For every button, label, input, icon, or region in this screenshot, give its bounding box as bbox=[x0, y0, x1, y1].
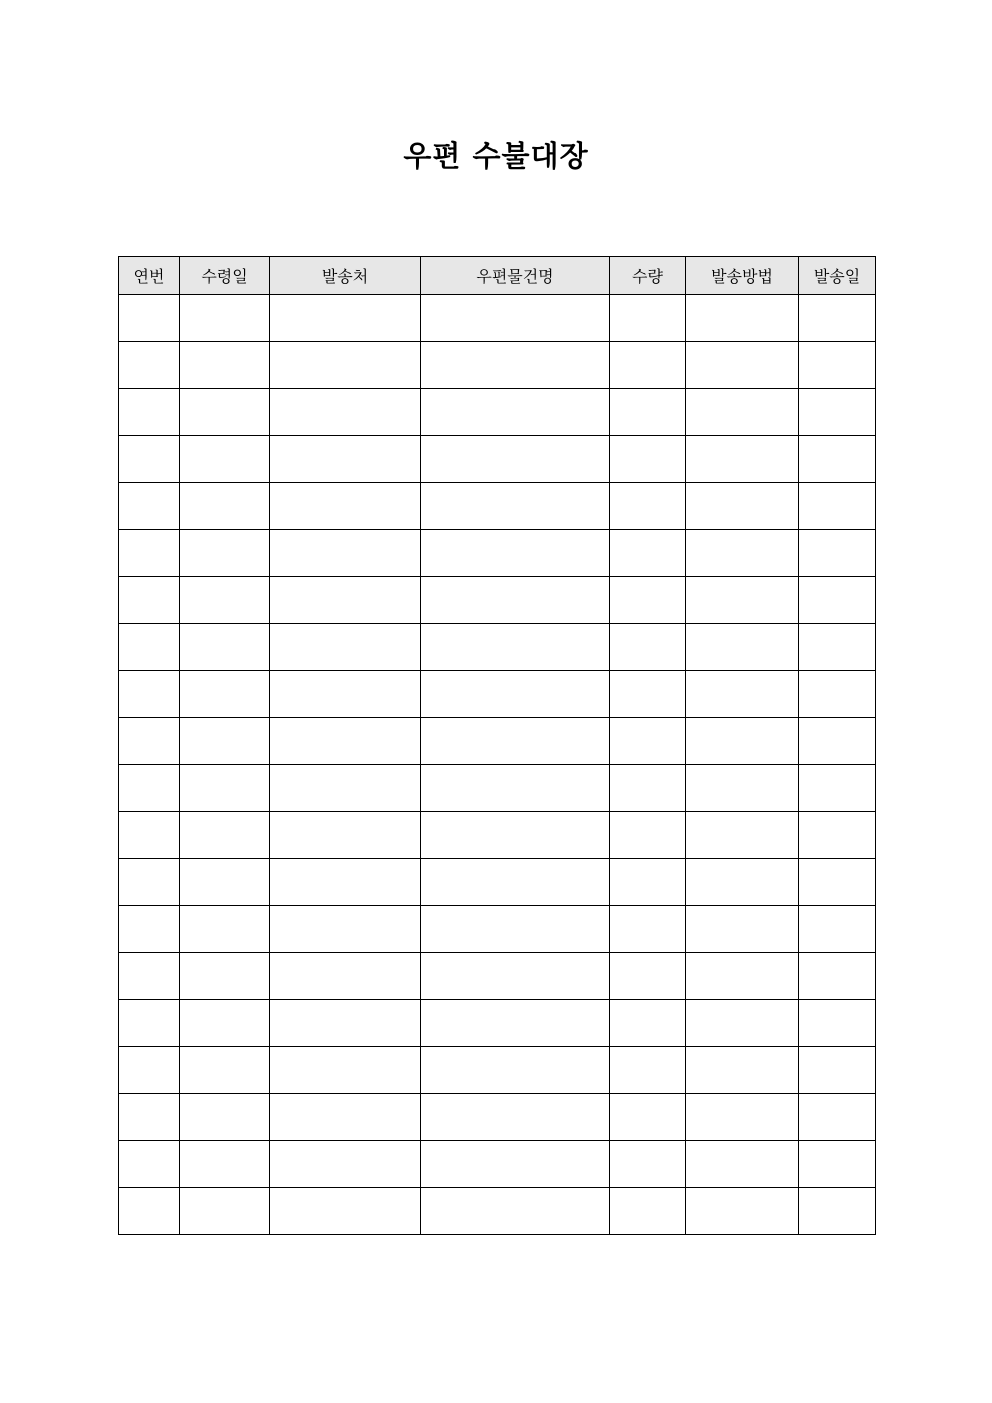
send-date-cell[interactable] bbox=[799, 671, 876, 718]
serial-number-cell[interactable] bbox=[119, 295, 180, 342]
delivery-method-cell[interactable] bbox=[686, 577, 799, 624]
sender-cell[interactable] bbox=[270, 859, 421, 906]
sender-cell[interactable] bbox=[270, 953, 421, 1000]
sender-cell[interactable] bbox=[270, 671, 421, 718]
quantity-cell[interactable] bbox=[610, 577, 686, 624]
sender-cell[interactable] bbox=[270, 765, 421, 812]
quantity-cell[interactable] bbox=[610, 1188, 686, 1235]
send-date-cell[interactable] bbox=[799, 953, 876, 1000]
table-row bbox=[119, 765, 876, 812]
item-name-cell[interactable] bbox=[421, 953, 610, 1000]
table-row bbox=[119, 1000, 876, 1047]
table-row bbox=[119, 953, 876, 1000]
send-date-cell[interactable] bbox=[799, 1000, 876, 1047]
column-header-serial-number: 연번 bbox=[119, 257, 180, 295]
item-name-cell[interactable] bbox=[421, 1000, 610, 1047]
serial-number-cell[interactable] bbox=[119, 812, 180, 859]
quantity-cell[interactable] bbox=[610, 765, 686, 812]
sender-cell[interactable] bbox=[270, 1094, 421, 1141]
ledger-body bbox=[119, 295, 876, 1235]
table-row bbox=[119, 342, 876, 389]
received-date-cell[interactable] bbox=[180, 671, 270, 718]
sender-cell[interactable] bbox=[270, 812, 421, 859]
send-date-cell[interactable] bbox=[799, 624, 876, 671]
serial-number-cell[interactable] bbox=[119, 765, 180, 812]
send-date-cell[interactable] bbox=[799, 342, 876, 389]
sender-cell[interactable] bbox=[270, 1141, 421, 1188]
table-row bbox=[119, 671, 876, 718]
delivery-method-cell[interactable] bbox=[686, 859, 799, 906]
received-date-cell[interactable] bbox=[180, 1188, 270, 1235]
delivery-method-cell[interactable] bbox=[686, 483, 799, 530]
header-row bbox=[119, 257, 876, 295]
item-name-cell[interactable] bbox=[421, 1141, 610, 1188]
item-name-cell[interactable] bbox=[421, 577, 610, 624]
received-date-cell[interactable] bbox=[180, 906, 270, 953]
table-row bbox=[119, 624, 876, 671]
page-title: 우편 수불대장 bbox=[403, 139, 589, 173]
quantity-cell[interactable] bbox=[610, 1047, 686, 1094]
item-name-cell[interactable] bbox=[421, 812, 610, 859]
item-name-cell[interactable] bbox=[421, 765, 610, 812]
quantity-cell[interactable] bbox=[610, 1094, 686, 1141]
serial-number-cell[interactable] bbox=[119, 342, 180, 389]
table-row bbox=[119, 718, 876, 765]
column-header-item-name: 우편물건명 bbox=[421, 257, 610, 295]
send-date-cell[interactable] bbox=[799, 906, 876, 953]
send-date-cell[interactable] bbox=[799, 765, 876, 812]
received-date-cell[interactable] bbox=[180, 718, 270, 765]
quantity-cell[interactable] bbox=[610, 389, 686, 436]
table-row bbox=[119, 906, 876, 953]
received-date-cell[interactable] bbox=[180, 577, 270, 624]
delivery-method-cell[interactable] bbox=[686, 295, 799, 342]
table-row bbox=[119, 530, 876, 577]
received-date-cell[interactable] bbox=[180, 624, 270, 671]
sender-cell[interactable] bbox=[270, 1000, 421, 1047]
send-date-cell[interactable] bbox=[799, 718, 876, 765]
serial-number-cell[interactable] bbox=[119, 671, 180, 718]
send-date-cell[interactable] bbox=[799, 1047, 876, 1094]
table-row bbox=[119, 436, 876, 483]
send-date-cell[interactable] bbox=[799, 530, 876, 577]
item-name-cell[interactable] bbox=[421, 624, 610, 671]
send-date-cell[interactable] bbox=[799, 812, 876, 859]
item-name-cell[interactable] bbox=[421, 295, 610, 342]
received-date-cell[interactable] bbox=[180, 1094, 270, 1141]
received-date-cell[interactable] bbox=[180, 389, 270, 436]
send-date-cell[interactable] bbox=[799, 1094, 876, 1141]
item-name-cell[interactable] bbox=[421, 483, 610, 530]
delivery-method-cell[interactable] bbox=[686, 1094, 799, 1141]
delivery-method-cell[interactable] bbox=[686, 812, 799, 859]
serial-number-cell[interactable] bbox=[119, 1188, 180, 1235]
table-row bbox=[119, 1094, 876, 1141]
quantity-cell[interactable] bbox=[610, 483, 686, 530]
serial-number-cell[interactable] bbox=[119, 953, 180, 1000]
sender-cell[interactable] bbox=[270, 295, 421, 342]
column-header-delivery-method: 발송방법 bbox=[686, 257, 799, 295]
table-row bbox=[119, 859, 876, 906]
table-row bbox=[119, 577, 876, 624]
delivery-method-cell[interactable] bbox=[686, 530, 799, 577]
item-name-cell[interactable] bbox=[421, 389, 610, 436]
delivery-method-cell[interactable] bbox=[686, 953, 799, 1000]
serial-number-cell[interactable] bbox=[119, 906, 180, 953]
item-name-cell[interactable] bbox=[421, 530, 610, 577]
received-date-cell[interactable] bbox=[180, 530, 270, 577]
table-row bbox=[119, 1141, 876, 1188]
quantity-cell[interactable] bbox=[610, 436, 686, 483]
item-name-cell[interactable] bbox=[421, 1188, 610, 1235]
table-row bbox=[119, 812, 876, 859]
serial-number-cell[interactable] bbox=[119, 624, 180, 671]
send-date-cell[interactable] bbox=[799, 483, 876, 530]
send-date-cell[interactable] bbox=[799, 389, 876, 436]
serial-number-cell[interactable] bbox=[119, 577, 180, 624]
item-name-cell[interactable] bbox=[421, 906, 610, 953]
serial-number-cell[interactable] bbox=[119, 483, 180, 530]
received-date-cell[interactable] bbox=[180, 1141, 270, 1188]
quantity-cell[interactable] bbox=[610, 530, 686, 577]
received-date-cell[interactable] bbox=[180, 812, 270, 859]
table-row bbox=[119, 295, 876, 342]
send-date-cell[interactable] bbox=[799, 1188, 876, 1235]
column-header-quantity: 수량 bbox=[610, 257, 686, 295]
delivery-method-cell[interactable] bbox=[686, 765, 799, 812]
table-row bbox=[119, 483, 876, 530]
serial-number-cell[interactable] bbox=[119, 1094, 180, 1141]
send-date-cell[interactable] bbox=[799, 577, 876, 624]
delivery-method-cell[interactable] bbox=[686, 1188, 799, 1235]
quantity-cell[interactable] bbox=[610, 1000, 686, 1047]
mail-ledger-table bbox=[118, 256, 876, 1235]
sender-cell[interactable] bbox=[270, 577, 421, 624]
sender-cell[interactable] bbox=[270, 624, 421, 671]
received-date-cell[interactable] bbox=[180, 295, 270, 342]
item-name-cell[interactable] bbox=[421, 1047, 610, 1094]
delivery-method-cell[interactable] bbox=[686, 436, 799, 483]
item-name-cell[interactable] bbox=[421, 342, 610, 389]
quantity-cell[interactable] bbox=[610, 906, 686, 953]
item-name-cell[interactable] bbox=[421, 1094, 610, 1141]
send-date-cell[interactable] bbox=[799, 859, 876, 906]
delivery-method-cell[interactable] bbox=[686, 1047, 799, 1094]
serial-number-cell[interactable] bbox=[119, 718, 180, 765]
quantity-cell[interactable] bbox=[610, 953, 686, 1000]
delivery-method-cell[interactable] bbox=[686, 1000, 799, 1047]
table-row bbox=[119, 1047, 876, 1094]
sender-cell[interactable] bbox=[270, 342, 421, 389]
item-name-cell[interactable] bbox=[421, 671, 610, 718]
item-name-cell[interactable] bbox=[421, 436, 610, 483]
delivery-method-cell[interactable] bbox=[686, 671, 799, 718]
sender-cell[interactable] bbox=[270, 389, 421, 436]
quantity-cell[interactable] bbox=[610, 718, 686, 765]
delivery-method-cell[interactable] bbox=[686, 342, 799, 389]
table-row bbox=[119, 389, 876, 436]
sender-cell[interactable] bbox=[270, 1047, 421, 1094]
delivery-method-cell[interactable] bbox=[686, 718, 799, 765]
column-header-received-date: 수령일 bbox=[180, 257, 270, 295]
sender-cell[interactable] bbox=[270, 483, 421, 530]
send-date-cell[interactable] bbox=[799, 295, 876, 342]
sender-cell[interactable] bbox=[270, 436, 421, 483]
received-date-cell[interactable] bbox=[180, 342, 270, 389]
sender-cell[interactable] bbox=[270, 718, 421, 765]
quantity-cell[interactable] bbox=[610, 1141, 686, 1188]
column-header-send-date: 발송일 bbox=[799, 257, 876, 295]
quantity-cell[interactable] bbox=[610, 671, 686, 718]
serial-number-cell[interactable] bbox=[119, 436, 180, 483]
serial-number-cell[interactable] bbox=[119, 389, 180, 436]
send-date-cell[interactable] bbox=[799, 1141, 876, 1188]
received-date-cell[interactable] bbox=[180, 483, 270, 530]
received-date-cell[interactable] bbox=[180, 953, 270, 1000]
delivery-method-cell[interactable] bbox=[686, 389, 799, 436]
item-name-cell[interactable] bbox=[421, 859, 610, 906]
delivery-method-cell[interactable] bbox=[686, 906, 799, 953]
serial-number-cell[interactable] bbox=[119, 859, 180, 906]
sender-cell[interactable] bbox=[270, 1188, 421, 1235]
sender-cell[interactable] bbox=[270, 906, 421, 953]
received-date-cell[interactable] bbox=[180, 436, 270, 483]
serial-number-cell[interactable] bbox=[119, 1000, 180, 1047]
delivery-method-cell[interactable] bbox=[686, 1141, 799, 1188]
received-date-cell[interactable] bbox=[180, 1000, 270, 1047]
table-row bbox=[119, 1188, 876, 1235]
received-date-cell[interactable] bbox=[180, 1047, 270, 1094]
delivery-method-cell[interactable] bbox=[686, 624, 799, 671]
quantity-cell[interactable] bbox=[610, 342, 686, 389]
sender-cell[interactable] bbox=[270, 530, 421, 577]
quantity-cell[interactable] bbox=[610, 295, 686, 342]
received-date-cell[interactable] bbox=[180, 765, 270, 812]
serial-number-cell[interactable] bbox=[119, 530, 180, 577]
item-name-cell[interactable] bbox=[421, 718, 610, 765]
quantity-cell[interactable] bbox=[610, 859, 686, 906]
serial-number-cell[interactable] bbox=[119, 1047, 180, 1094]
received-date-cell[interactable] bbox=[180, 859, 270, 906]
quantity-cell[interactable] bbox=[610, 812, 686, 859]
send-date-cell[interactable] bbox=[799, 436, 876, 483]
quantity-cell[interactable] bbox=[610, 624, 686, 671]
serial-number-cell[interactable] bbox=[119, 1141, 180, 1188]
column-header-sender: 발송처 bbox=[270, 257, 421, 295]
